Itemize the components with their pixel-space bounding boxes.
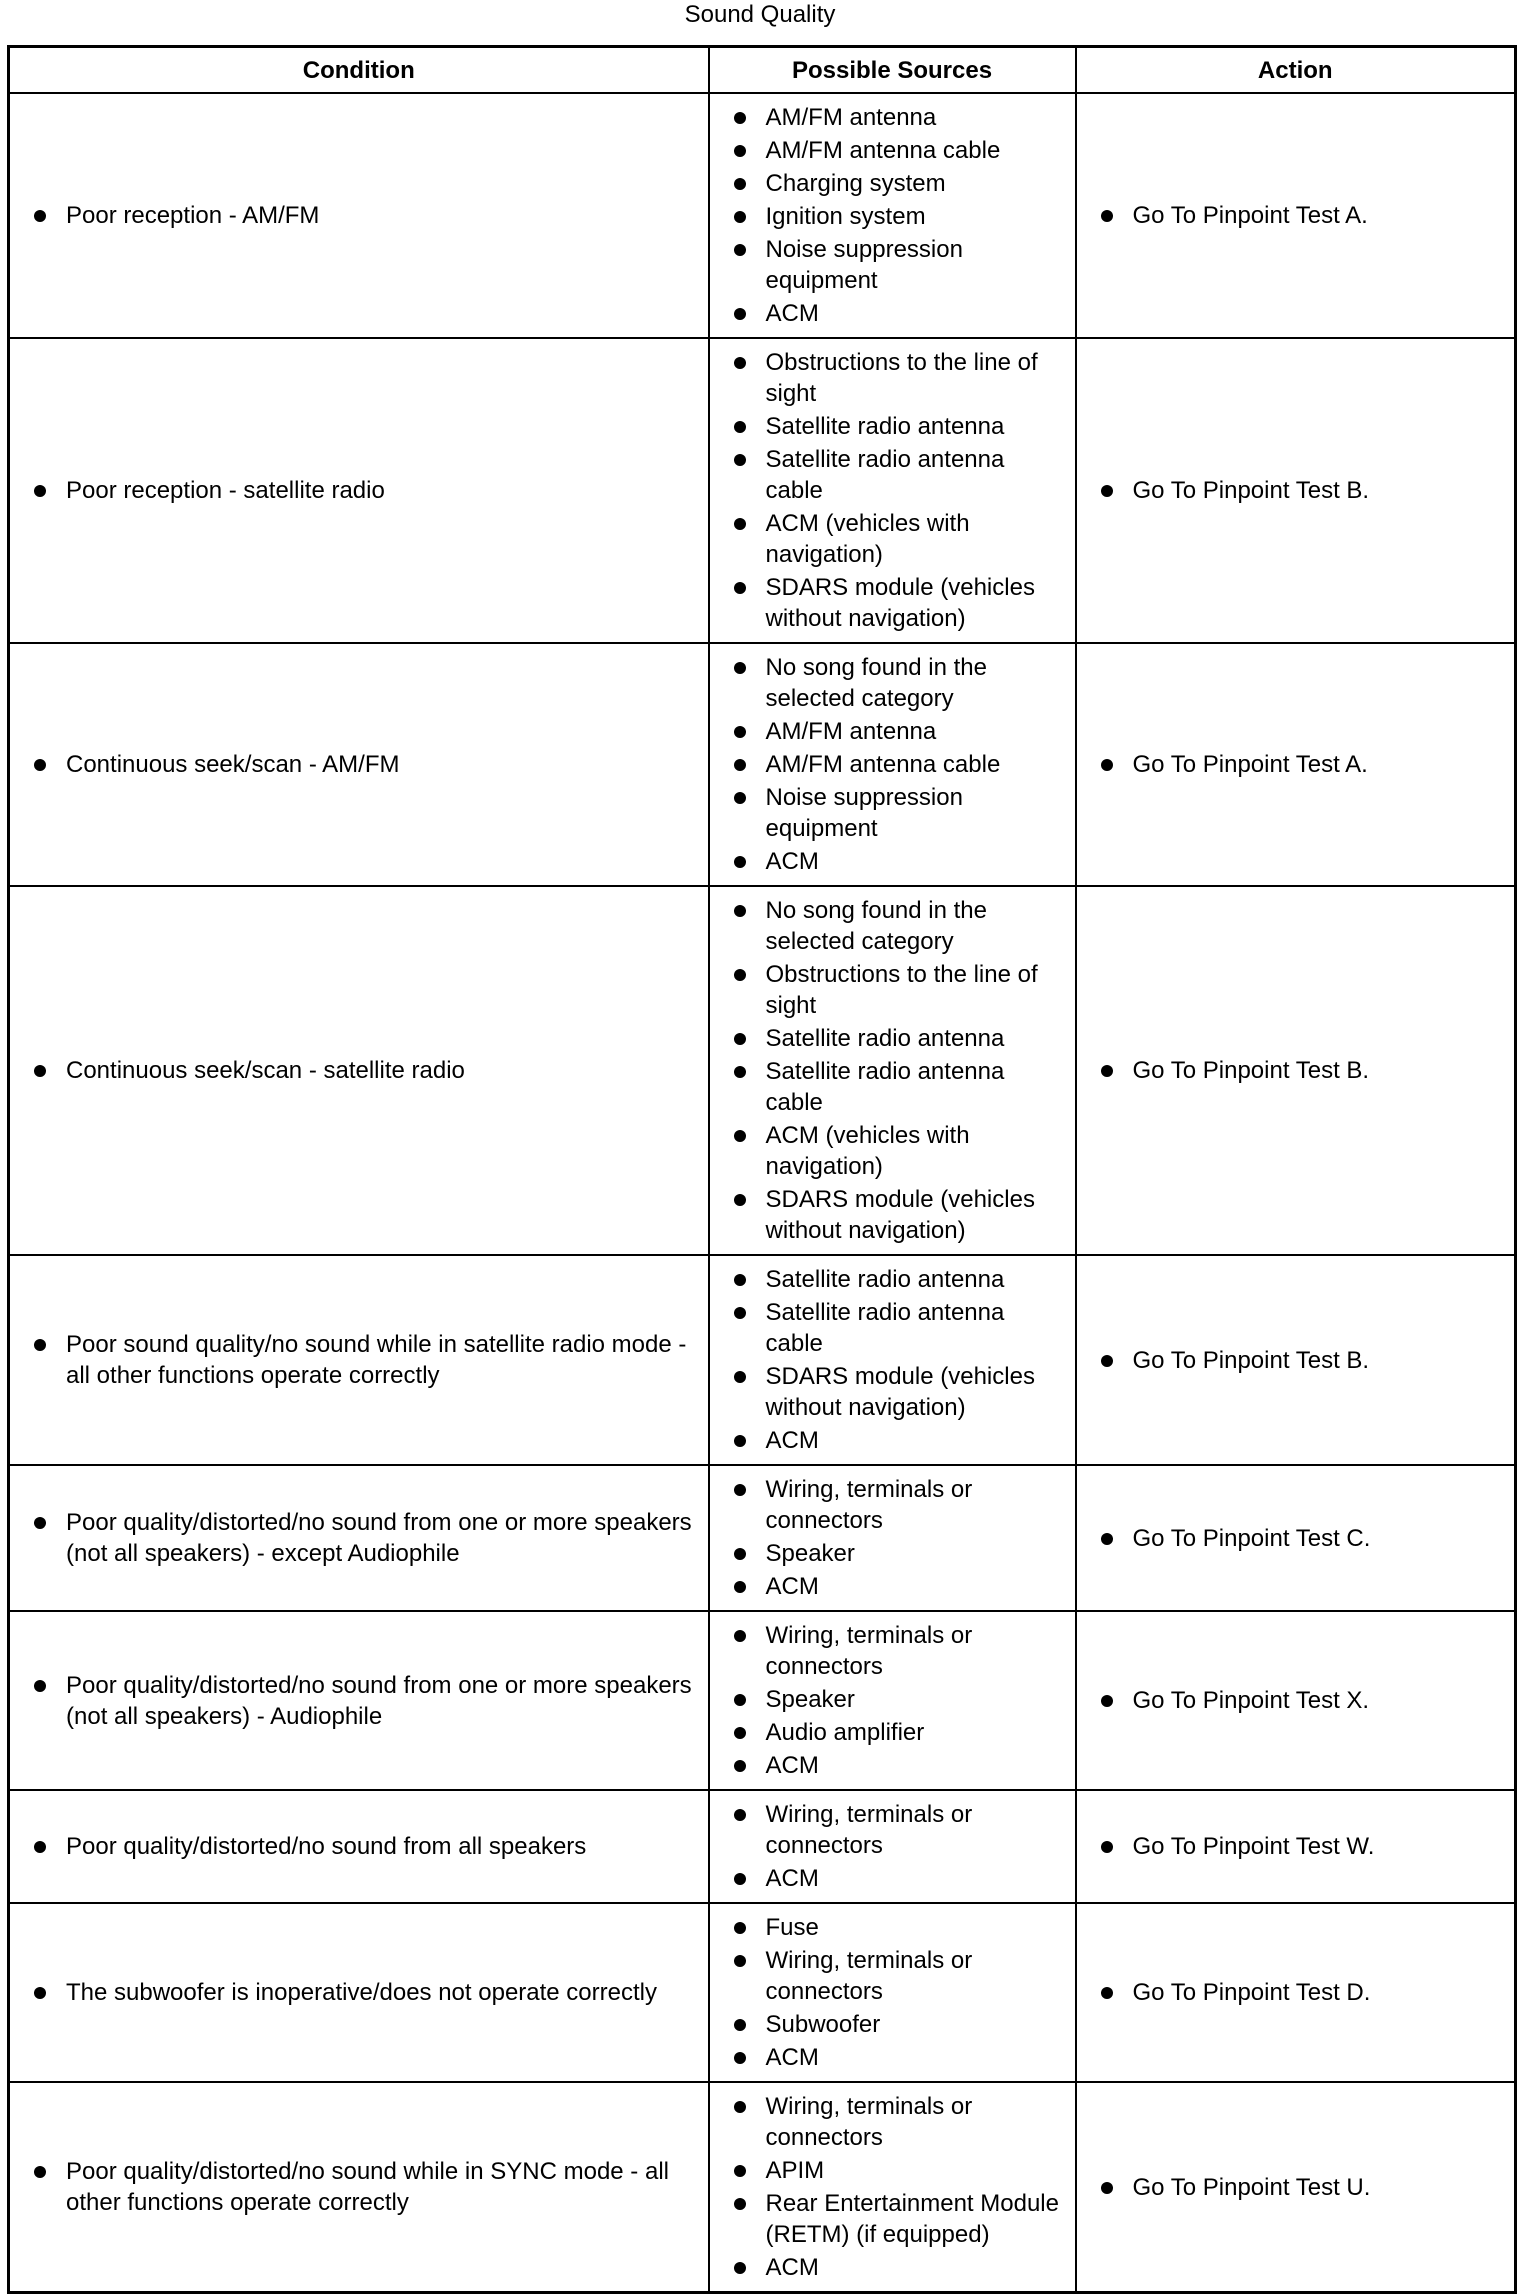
- source-item: Speaker: [732, 1538, 1065, 1569]
- action-text: Go To Pinpoint Test W.: [1099, 1831, 1505, 1862]
- sources-list: [732, 1474, 1065, 1602]
- action-list: [1099, 1831, 1505, 1862]
- source-item: Satellite radio antenna: [732, 1264, 1065, 1295]
- source-item: ACM: [732, 1425, 1065, 1456]
- possible-sources-cell: [709, 338, 1076, 643]
- table-row: [9, 886, 1516, 1255]
- source-item: ACM (vehicles with navigation): [732, 508, 1065, 570]
- possible-sources-cell: [709, 1255, 1076, 1465]
- action-cell: [1076, 1255, 1516, 1465]
- table-row: [9, 1611, 1516, 1790]
- condition-cell: [9, 1790, 709, 1903]
- possible-sources-cell: [709, 1611, 1076, 1790]
- condition-cell: [9, 93, 709, 338]
- source-item: ACM: [732, 2042, 1065, 2073]
- table-row: [9, 1255, 1516, 1465]
- sources-list: [732, 1264, 1065, 1456]
- condition-list: [32, 749, 698, 780]
- sources-list: [732, 1620, 1065, 1781]
- source-item: Ignition system: [732, 201, 1065, 232]
- condition-cell: [9, 1465, 709, 1611]
- source-item: Subwoofer: [732, 2009, 1065, 2040]
- possible-sources-cell: [709, 93, 1076, 338]
- table-caption: Sound Quality: [684, 1, 836, 28]
- condition-list: [32, 1329, 698, 1391]
- condition-text: Poor reception - satellite radio: [32, 475, 698, 506]
- source-item: ACM: [732, 1750, 1065, 1781]
- possible-sources-cell: [709, 1465, 1076, 1611]
- condition-list: [32, 1977, 698, 2008]
- condition-text: Poor quality/distorted/no sound from one or more speakers (not all speakers) - Audiophile: [32, 1670, 698, 1732]
- source-item: APIM: [732, 2155, 1065, 2186]
- condition-cell: [9, 1903, 709, 2082]
- action-list: [1099, 200, 1505, 231]
- action-cell: [1076, 93, 1516, 338]
- sources-list: [732, 2091, 1065, 2283]
- source-item: Audio amplifier: [732, 1717, 1065, 1748]
- source-item: Wiring, terminals or connectors: [732, 1474, 1065, 1536]
- source-item: Satellite radio antenna cable: [732, 444, 1065, 506]
- source-item: Wiring, terminals or connectors: [732, 1620, 1065, 1682]
- table-row: [9, 1903, 1516, 2082]
- condition-cell: [9, 338, 709, 643]
- column-header-action: Action: [1076, 47, 1516, 94]
- action-cell: [1076, 886, 1516, 1255]
- source-item: Satellite radio antenna cable: [732, 1297, 1065, 1359]
- source-item: Rear Entertainment Module (RETM) (if equipped): [732, 2188, 1065, 2250]
- table-row: [9, 93, 1516, 338]
- action-cell: [1076, 643, 1516, 886]
- action-text: Go To Pinpoint Test X.: [1099, 1685, 1505, 1716]
- condition-cell: [9, 886, 709, 1255]
- source-item: ACM (vehicles with navigation): [732, 1120, 1065, 1182]
- action-cell: [1076, 1790, 1516, 1903]
- action-cell: [1076, 1465, 1516, 1611]
- action-text: Go To Pinpoint Test B.: [1099, 475, 1505, 506]
- source-item: No song found in the selected category: [732, 895, 1065, 957]
- sources-list: [732, 652, 1065, 877]
- condition-list: [32, 475, 698, 506]
- table-row: [9, 1790, 1516, 1903]
- source-item: AM/FM antenna cable: [732, 749, 1065, 780]
- column-header-condition: Condition: [9, 47, 709, 94]
- action-list: [1099, 749, 1505, 780]
- source-item: No song found in the selected category: [732, 652, 1065, 714]
- source-item: SDARS module (vehicles without navigation): [732, 1184, 1065, 1246]
- source-item: ACM: [732, 1863, 1065, 1894]
- action-list: [1099, 1345, 1505, 1376]
- sources-list: [732, 347, 1065, 634]
- condition-list: [32, 1055, 698, 1086]
- condition-list: [32, 2156, 698, 2218]
- table-row: [9, 2082, 1516, 2293]
- condition-cell: [9, 1255, 709, 1465]
- sources-list: [732, 895, 1065, 1246]
- condition-cell: [9, 1611, 709, 1790]
- condition-list: [32, 200, 698, 231]
- condition-text: Continuous seek/scan - satellite radio: [32, 1055, 698, 1086]
- condition-text: Poor quality/distorted/no sound from all speakers: [32, 1831, 698, 1862]
- action-text: Go To Pinpoint Test B.: [1099, 1345, 1505, 1376]
- action-cell: [1076, 1611, 1516, 1790]
- condition-text: The subwoofer is inoperative/does not operate correctly: [32, 1977, 698, 2008]
- source-item: Wiring, terminals or connectors: [732, 1945, 1065, 2007]
- action-list: [1099, 1977, 1505, 2008]
- source-item: Noise suppression equipment: [732, 782, 1065, 844]
- condition-cell: [9, 2082, 709, 2293]
- source-item: Wiring, terminals or connectors: [732, 2091, 1065, 2153]
- action-list: [1099, 475, 1505, 506]
- source-item: Satellite radio antenna: [732, 1023, 1065, 1054]
- action-text: Go To Pinpoint Test A.: [1099, 749, 1505, 780]
- table-body: [9, 93, 1516, 2293]
- source-item: ACM: [732, 1571, 1065, 1602]
- source-item: ACM: [732, 298, 1065, 329]
- source-item: Noise suppression equipment: [732, 234, 1065, 296]
- source-item: Satellite radio antenna: [732, 411, 1065, 442]
- source-item: ACM: [732, 2252, 1065, 2283]
- condition-text: Poor sound quality/no sound while in satellite radio mode - all other functions operate correctly: [32, 1329, 698, 1391]
- source-item: SDARS module (vehicles without navigation): [732, 572, 1065, 634]
- sources-list: [732, 102, 1065, 329]
- action-text: Go To Pinpoint Test B.: [1099, 1055, 1505, 1086]
- table-row: [9, 1465, 1516, 1611]
- source-item: SDARS module (vehicles without navigation): [732, 1361, 1065, 1423]
- condition-text: Poor reception - AM/FM: [32, 200, 698, 231]
- action-cell: [1076, 338, 1516, 643]
- possible-sources-cell: [709, 2082, 1076, 2293]
- table-row: [9, 338, 1516, 643]
- condition-list: [32, 1507, 698, 1569]
- action-cell: [1076, 2082, 1516, 2293]
- possible-sources-cell: [709, 643, 1076, 886]
- action-text: Go To Pinpoint Test D.: [1099, 1977, 1505, 2008]
- source-item: AM/FM antenna: [732, 716, 1065, 747]
- action-list: [1099, 1055, 1505, 1086]
- source-item: AM/FM antenna cable: [732, 135, 1065, 166]
- source-item: Fuse: [732, 1912, 1065, 1943]
- action-list: [1099, 1523, 1505, 1554]
- sources-list: [732, 1799, 1065, 1894]
- source-item: Charging system: [732, 168, 1065, 199]
- sound-quality-table: [7, 45, 1517, 2294]
- source-item: Satellite radio antenna cable: [732, 1056, 1065, 1118]
- possible-sources-cell: [709, 1790, 1076, 1903]
- action-list: [1099, 2172, 1505, 2203]
- condition-text: Poor quality/distorted/no sound while in SYNC mode - all other functions operate correctly: [32, 2156, 698, 2218]
- possible-sources-cell: [709, 1903, 1076, 2082]
- source-item: Speaker: [732, 1684, 1065, 1715]
- possible-sources-cell: [709, 886, 1076, 1255]
- condition-list: [32, 1831, 698, 1862]
- action-text: Go To Pinpoint Test U.: [1099, 2172, 1505, 2203]
- sources-list: [732, 1912, 1065, 2073]
- column-header-possible-sources: Possible Sources: [709, 47, 1076, 94]
- action-text: Go To Pinpoint Test C.: [1099, 1523, 1505, 1554]
- action-list: [1099, 1685, 1505, 1716]
- condition-text: Poor quality/distorted/no sound from one or more speakers (not all speakers) - except Audiophile: [32, 1507, 698, 1569]
- source-item: Obstructions to the line of sight: [732, 959, 1065, 1021]
- source-item: Obstructions to the line of sight: [732, 347, 1065, 409]
- condition-text: Continuous seek/scan - AM/FM: [32, 749, 698, 780]
- header-row: [9, 47, 1516, 94]
- action-text: Go To Pinpoint Test A.: [1099, 200, 1505, 231]
- source-item: AM/FM antenna: [732, 102, 1065, 133]
- source-item: ACM: [732, 846, 1065, 877]
- condition-cell: [9, 643, 709, 886]
- table-row: [9, 643, 1516, 886]
- condition-list: [32, 1670, 698, 1732]
- source-item: Wiring, terminals or connectors: [732, 1799, 1065, 1861]
- action-cell: [1076, 1903, 1516, 2082]
